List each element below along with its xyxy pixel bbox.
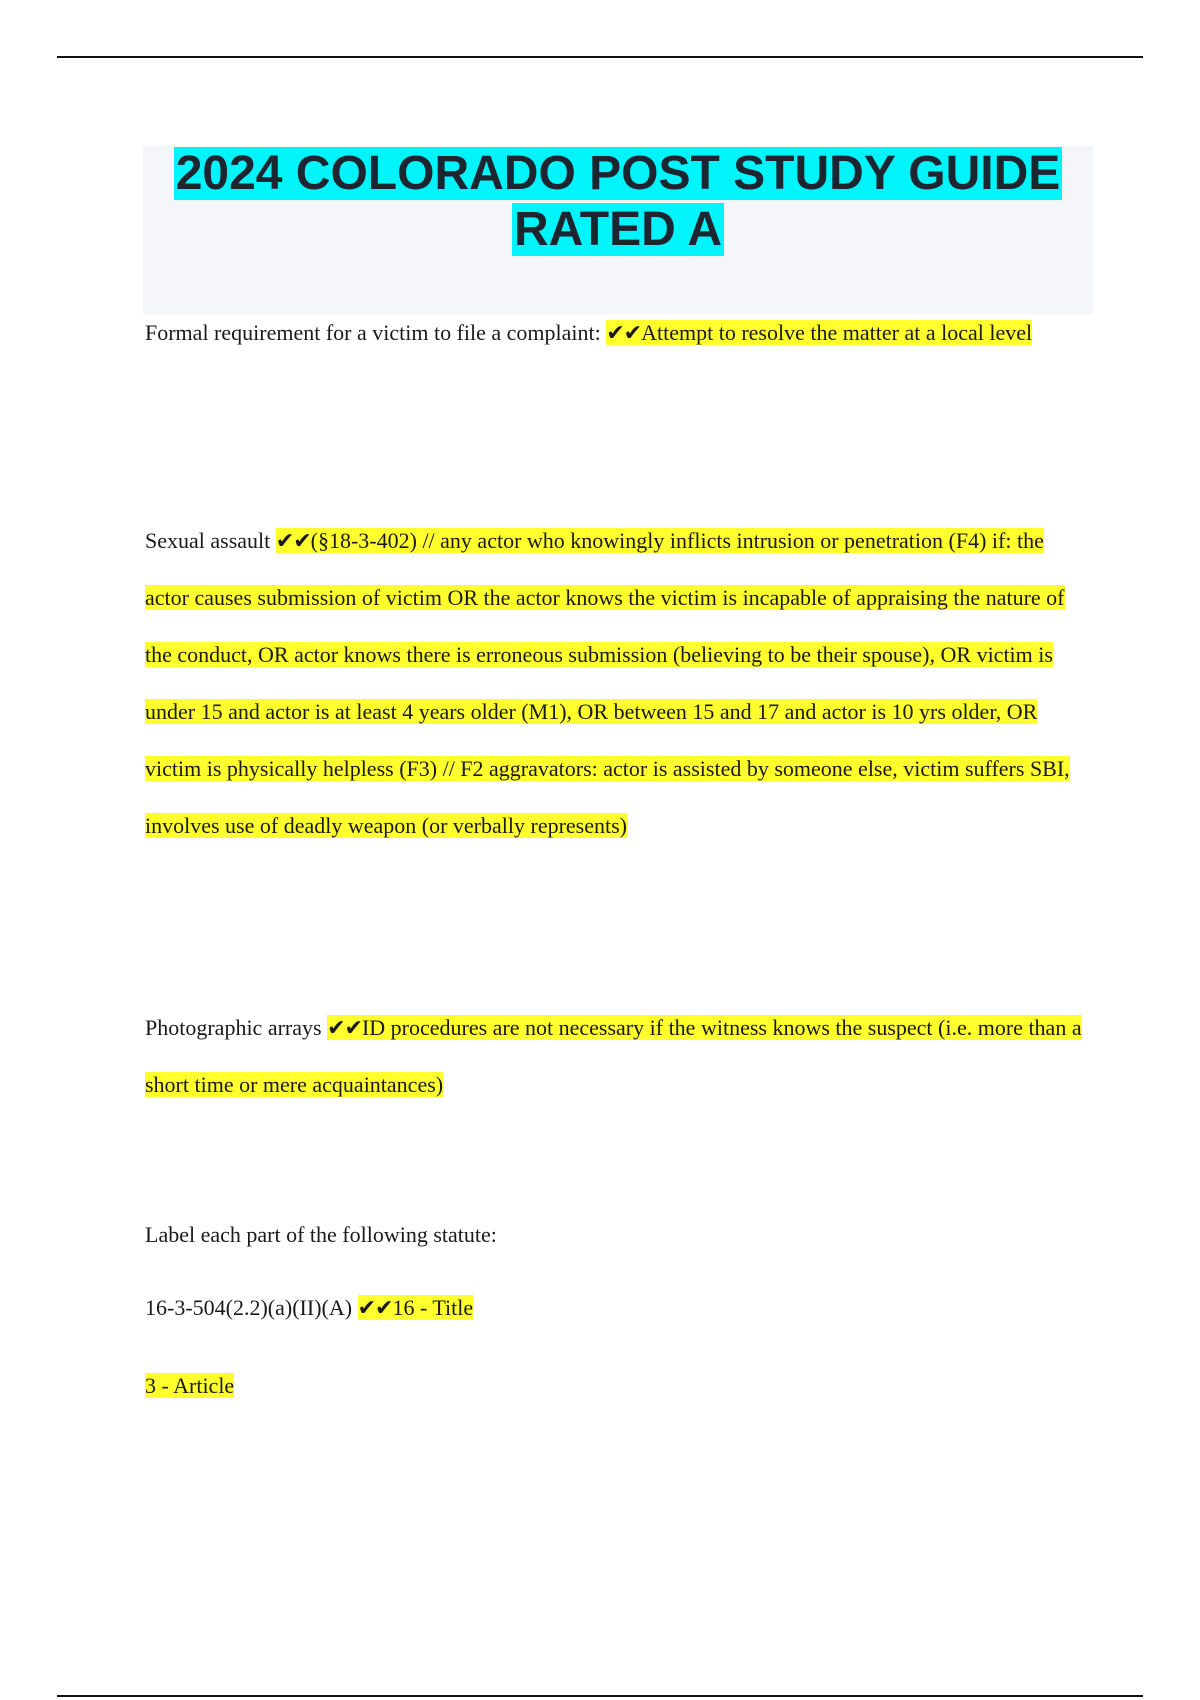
question-text: Photographic arrays — [145, 1015, 322, 1040]
document-title-line-1: 2024 COLORADO POST STUDY GUIDE — [175, 147, 1061, 200]
question-text: Formal requirement for a victim to file a complaint: — [145, 320, 601, 345]
document-title-line-2: RATED A — [514, 203, 722, 256]
statute-answer-line-1: 16 - Title — [392, 1295, 474, 1320]
check-marker-icon: ✔✔ — [275, 528, 311, 553]
title-block — [143, 146, 1093, 314]
check-marker-icon: ✔✔ — [327, 1015, 362, 1040]
statute-answer-line-2: 3 - Article — [145, 1373, 235, 1398]
top-rule — [57, 56, 1143, 58]
qa-item-photographic-arrays — [145, 999, 1090, 1113]
check-marker-icon: ✔✔ — [357, 1295, 393, 1320]
question-text: Sexual assault — [145, 528, 271, 553]
bottom-rule — [57, 1695, 1143, 1697]
statute-citation: 16-3-504(2.2)(a)(II)(A) — [145, 1295, 353, 1320]
check-marker-icon: ✔✔ — [606, 320, 642, 345]
answer-text: (§18-3-402) // any actor who knowingly inflicts intrusion or penetration (F4) if: the actor causes submission of victim OR the actor knows the victim is incapable of appraising the nature of the conduct, OR actor knows there is erroneous submission (believing to be their spouse), OR victim is under 15 and actor is at least 4 years older (M1), OR between 15 and 17 and actor is 10 yrs older, OR victim is physically helpless (F3) // F2 aggravators: actor is assisted by someone else, victim suffers SBI, involves use of deadly weapon (or verbally represents) — [145, 528, 1070, 838]
statute-prompt: Label each part of the following statute: — [145, 1222, 497, 1247]
statute-answer-line-2-row — [145, 1357, 1090, 1414]
answer-text: ID procedures are not necessary if the witness knows the suspect (i.e. more than a short time or mere acquaintances) — [145, 1015, 1082, 1097]
qa-item-complaint — [145, 304, 1090, 361]
answer-text: Attempt to resolve the matter at a local level — [641, 320, 1033, 345]
statute-citation-line — [145, 1279, 1090, 1336]
qa-item-sexual-assault — [145, 512, 1090, 854]
